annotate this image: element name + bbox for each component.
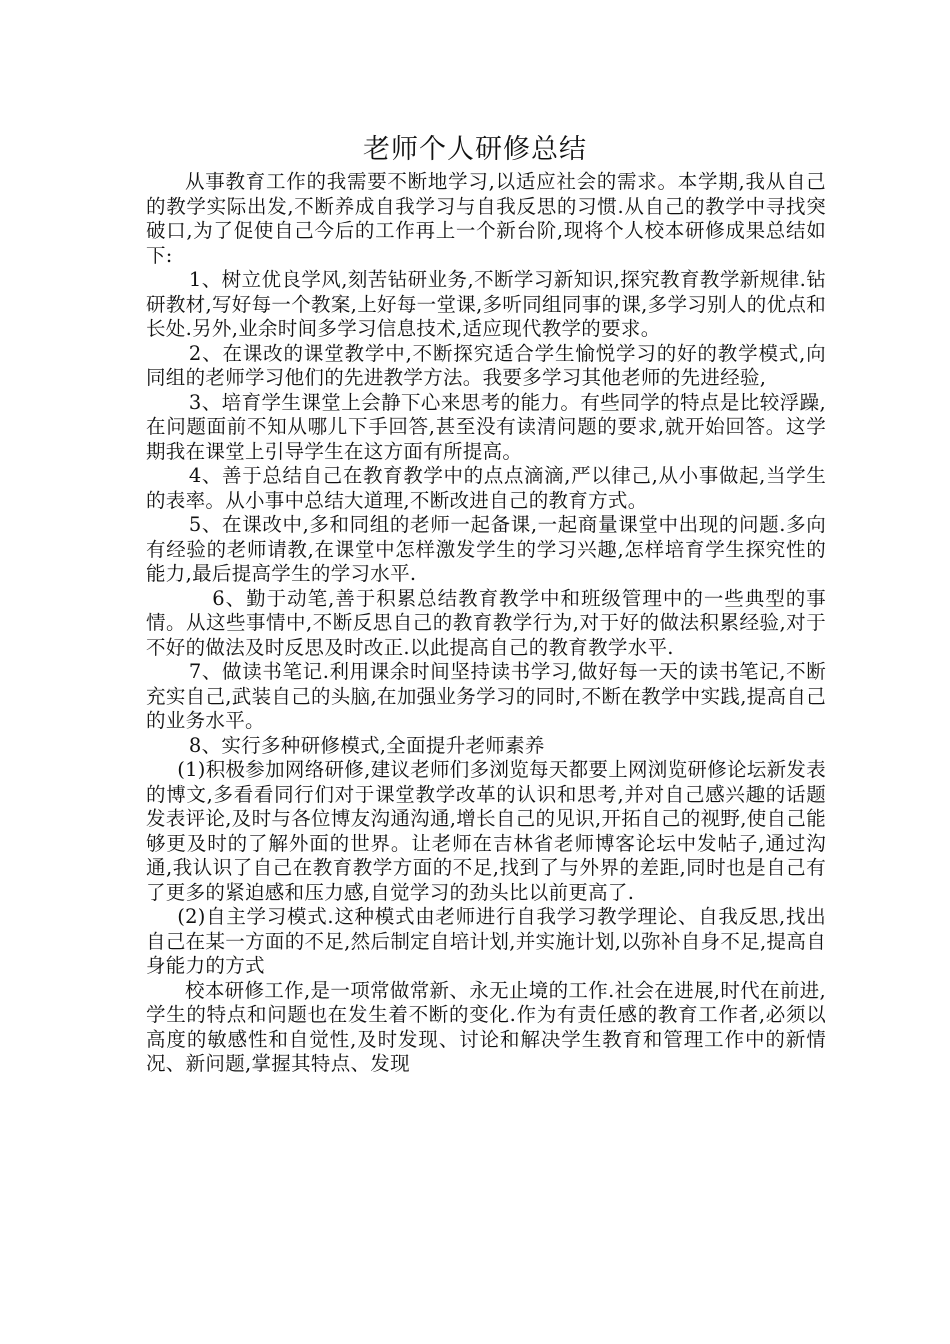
paragraph-item-2: 2、在课改的课堂教学中,不断探究适合学生愉悦学习的好的教学模式,向同组的老师学习他们的先进教学方法。我要多学习其他老师的先进经验, [146, 341, 826, 389]
paragraph-subitem-1: (1)积极参加网络研修,建议老师们多浏览每天都要上网浏览研修论坛新发表的博文,多看看同行们对于课堂教学改革的认识和思考,并对自己感兴趣的话题发表评论,及时与各位博友沟通沟通,增长自己的见识,开拓自己的视野,使自己能够更及时的了解外面的世界。让老师在吉林省老师博客论坛中发帖子,通过沟通,我认识了自己在教育教学方面的不足,找到了与外界的差距,同时也是自己有了更多的紧迫感和压力感,自觉学习的劲头比以前更高了. [146, 758, 827, 904]
paragraph-item-1: 1、树立优良学风,刻苦钻研业务,不断学习新知识,探究教育教学新规律.钻研教材,写好每一个教案,上好每一堂课,多听同组同事的课,多学习别人的优点和长处.另外,业余时间多学习信息技术,适应现代教学的要求。 [146, 268, 826, 340]
paragraph-item-4: 4、善于总结自己在教育教学中的点点滴滴,严以律己,从小事做起,当学生的表率。从小事中总结大道理,不断改进自己的教育方式。 [146, 464, 826, 512]
paragraph-item-5: 5、在课改中,多和同组的老师一起备课,一起商量课堂中出现的问题.多向有经验的老师请教,在课堂中怎样激发学生的学习兴趣,怎样培育学生探究性的能力,最后提高学生的学习水平. [146, 513, 826, 585]
paragraph-conclusion: 校本研修工作,是一项常做常新、永无止境的工作.社会在进展,时代在前进,学生的特点和问题也在发生着不断的变化.作为有责任感的教育工作者,必须以高度的敏感性和自觉性,及时发现、讨论和解决学生教育和管理工作中的新情况、新问题,掌握其特点、发现 [146, 978, 826, 1075]
document-title: 老师个人研修总结 [363, 134, 587, 165]
paragraph-item-6: 6、勤于动笔,善于积累总结教育教学中和班级管理中的一些典型的事情。从这些事情中,不断反思自己的教育教学行为,对于好的做法积累经验,对于不好的做法及时反思及时改正.以此提高自己的教育教学水平. [146, 586, 826, 659]
paragraph-item-7: 7、做读书笔记.利用课余时间坚持读书学习,做好每一天的读书笔记,不断充实自己,武装自己的头脑,在加强业务学习的同时,不断在教学中实践,提高自己的业务水平。 [146, 660, 826, 732]
document-body [146, 170, 826, 1077]
paragraph-subitem-2: (2)自主学习模式.这种模式由老师进行自我学习教学理论、自我反思,找出自己在某一方面的不足,然后制定自培计划,并实施计划,以弥补自身不足,提高自身能力的方式 [146, 905, 826, 977]
paragraph-item-3: 3、培育学生课堂上会静下心来思考的能力。有些同学的特点是比较浮躁,在问题面前不知从哪儿下手回答,甚至没有读清问题的要求,就开始回答。这学期我在课堂上引导学生在这方面有所提高。 [146, 390, 826, 463]
paragraph-intro: 从事教育工作的我需要不断地学习,以适应社会的需求。本学期,我从自己的教学实际出发,不断养成自我学习与自我反思的习惯.从自己的教学中寻找突破口,为了促使自己今后的工作再上一个新台阶,现将个人校本研修成果总结如下: [146, 170, 826, 267]
paragraph-item-8: 8、实行多种研修模式,全面提升老师素养 [188, 733, 545, 757]
